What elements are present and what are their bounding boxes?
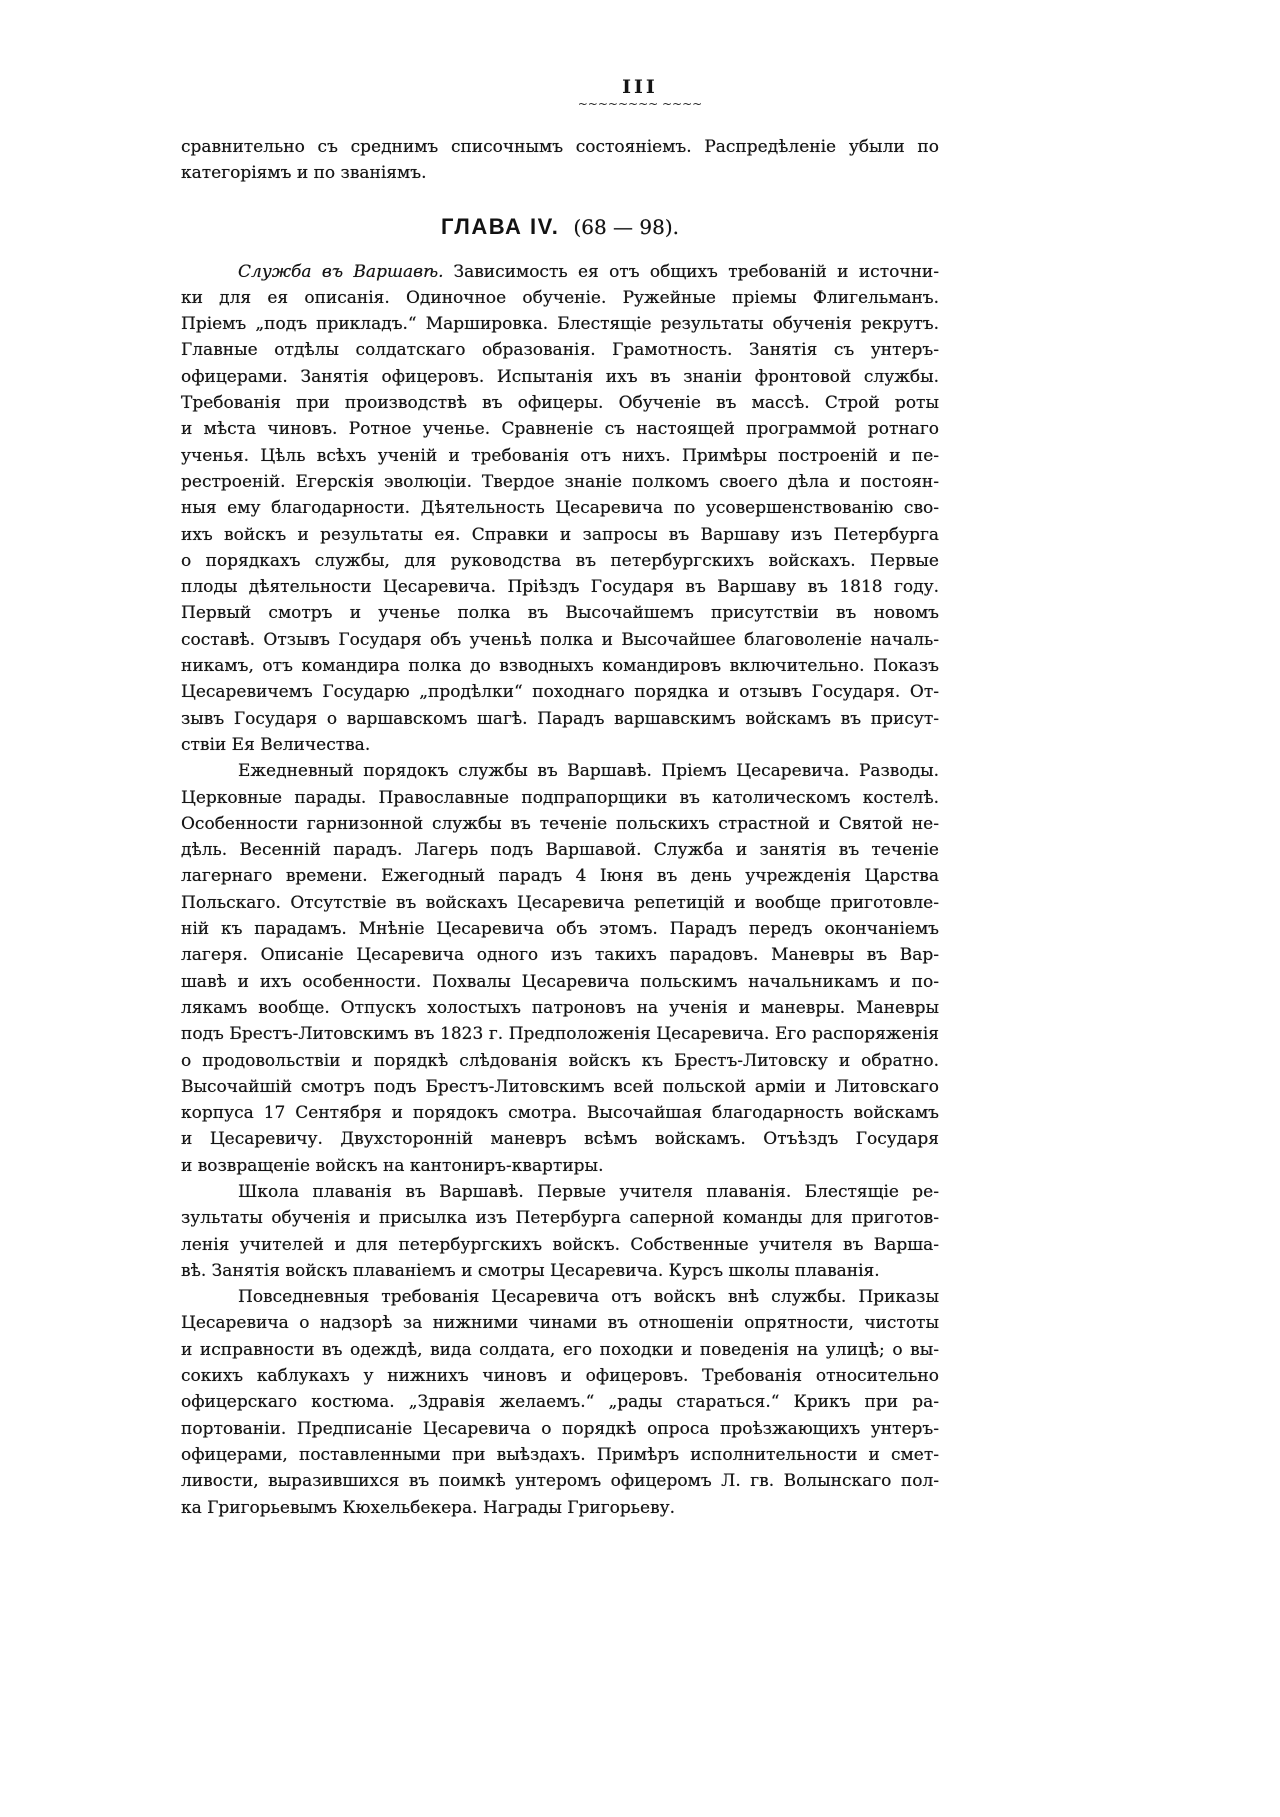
text-line: Церковные парады. Православные подпрапорщики въ католическомъ костелѣ. <box>181 787 939 808</box>
text-line: вѣ. Занятія войскъ плаваніемъ и смотры Цесаревича. Курсъ школы плаванія. <box>181 1260 880 1281</box>
text-line: ки для ея описанія. Одиночное обученіе. Ружейные пріемы Флигельманъ. <box>181 287 939 308</box>
text-line: о порядкахъ службы, для руководства въ петербургскихъ войскахъ. Первые <box>181 550 939 571</box>
text-line: о продовольствіи и порядкѣ слѣдованія войскъ къ Брестъ-Литовску и обратно. <box>181 1050 939 1071</box>
text-line: сравнительно съ среднимъ списочнымъ состояніемъ. Распредѣленіе убыли по <box>181 137 939 157</box>
ornament-divider: ~~~~~~~~ ~~~~ <box>577 97 703 111</box>
text-line: и возвращеніе войскъ на кантониръ-квартиры. <box>181 1155 604 1176</box>
text-line: Требованія при производствѣ въ офицеры. Обученіе въ массѣ. Строй роты <box>181 393 939 414</box>
text-line: портованіи. Предписаніе Цесаревича о порядкѣ опроса проѣзжающихъ унтеръ- <box>181 1418 939 1439</box>
text-line: ленія учителей и для петербургскихъ войскъ. Собственные учителя въ Варша- <box>181 1234 939 1255</box>
paragraph-lead-italic: Служба въ Варшавѣ. <box>238 261 444 282</box>
paragraph <box>181 1179 939 1284</box>
text-line: ихъ войскъ и результаты ея. Справки и запросы въ Варшаву изъ Петербурга <box>181 524 939 545</box>
text-line: зывъ Государя о варшавскомъ шагѣ. Парадъ варшавскимъ войскамъ въ присут- <box>181 708 939 729</box>
text-line: офицерскаго костюма. „Здравія желаемъ.“ „рады стараться.“ Крикъ при ра- <box>181 1392 939 1413</box>
text-line: корпуса 17 Сентября и порядокъ смотра. Высочайшая благодарность войскамъ <box>181 1103 939 1124</box>
text-line: офицерами, поставленными при выѣздахъ. Примѣръ исполнительности и смет- <box>181 1444 939 1465</box>
text-line: ныя ему благодарности. Дѣятельность Цесаревича по усовершенствованію сво- <box>181 498 939 519</box>
text-line: зультаты обученія и присылка изъ Петербурга саперной команды для приготов- <box>181 1208 939 1229</box>
text-line: Ежедневный порядокъ службы въ Варшавѣ. Пріемъ Цесаревича. Разводы. <box>238 761 939 782</box>
text-line: и мѣста чиновъ. Ротное ученье. Сравненіе съ настоящей программой ротнаго <box>181 419 939 440</box>
text-line: рестроеній. Егерскія эволюціи. Твердое знаніе полкомъ своего дѣла и постоян- <box>181 471 939 492</box>
chapter-heading <box>181 214 939 240</box>
text-line: ній къ парадамъ. Мнѣніе Цесаревича объ этомъ. Парадъ передъ окончаніемъ <box>181 919 939 940</box>
page-header <box>0 0 1280 109</box>
paragraph <box>181 758 939 1179</box>
text-line: Школа плаванія въ Варшавѣ. Первые учителя плаванія. Блестящіе ре- <box>238 1181 939 1202</box>
page-number: III <box>622 76 658 98</box>
continuation-paragraph <box>181 134 939 187</box>
text-line: Высочайшій смотръ подъ Брестъ-Литовскимъ всей польской арміи и Литовскаго <box>181 1076 939 1097</box>
text-line: Пріемъ „подъ прикладъ.“ Маршировка. Блестящіе результаты обученія рекрутъ. <box>181 314 939 335</box>
text-line: и исправности въ одеждѣ, вида солдата, его походки и поведенія на улицѣ; о вы- <box>181 1339 939 1360</box>
text-line: Главные отдѣлы солдатскаго образованія. Грамотность. Занятія съ унтеръ- <box>181 340 939 361</box>
text-line: дѣль. Весенній парадъ. Лагерь подъ Варшавой. Служба и занятія въ теченіе <box>181 840 939 861</box>
chapter-title: ГЛАВА IV. <box>441 213 560 239</box>
text-line: лагернаго времени. Ежегодный парадъ 4 Іюня въ день учрежденія Царства <box>181 866 939 887</box>
paragraph <box>181 1284 939 1521</box>
text-line: сокихъ каблукахъ у нижнихъ чиновъ и офицеровъ. Требованія относительно <box>181 1366 939 1387</box>
text-line: ствіи Ея Величества. <box>181 734 371 755</box>
text-line: категоріямъ и по званіямъ. <box>181 163 427 184</box>
text-column <box>181 134 939 1521</box>
text-line: Первый смотръ и ученье полка въ Высочайшемъ присутствіи въ новомъ <box>181 603 939 624</box>
text-line: плоды дѣятельности Цесаревича. Пріѣздъ Государя въ Варшаву въ 1818 году. <box>181 577 939 598</box>
text-line: лагеря. Описаніе Цесаревича одного изъ такихъ парадовъ. Маневры въ Вар- <box>181 945 939 966</box>
paragraph <box>181 259 939 759</box>
text-line: и Цесаревичу. Двухсторонній маневръ всѣмъ войскамъ. Отъѣздъ Государя <box>181 1129 939 1150</box>
chapter-summary <box>181 259 939 1521</box>
text-line: никамъ, отъ командира полка до взводныхъ командировъ включительно. Показъ <box>181 656 939 677</box>
text-line: ка Григорьевымъ Кюхельбекера. Награды Григорьеву. <box>181 1497 676 1518</box>
text-line: составѣ. Отзывъ Государя объ ученьѣ полка и Высочайшее благоволеніе началь- <box>181 629 939 650</box>
text-line: лякамъ вообще. Отпускъ холостыхъ патроновъ на ученія и маневры. Маневры <box>181 997 939 1018</box>
text-line: Цесаревичемъ Государю „продѣлки“ походнаго порядка и отзывъ Государя. От- <box>181 682 939 703</box>
text-line: Польскаго. Отсутствіе въ войскахъ Цесаревича репетицій и вообще приготовле- <box>181 892 939 913</box>
text-line: подъ Брестъ-Литовскимъ въ 1823 г. Предположенія Цесаревича. Его распоряженія <box>181 1024 939 1045</box>
text-line: Цесаревича о надзорѣ за нижними чинами въ отношеніи опрятности, чистоты <box>181 1313 939 1334</box>
text-line: Особенности гарнизонной службы въ теченіе польскихъ страстной и Святой не- <box>181 813 939 834</box>
chapter-page-range: (68 — 98). <box>573 214 679 239</box>
text-line: Служба въ Варшавѣ. Зависимость ея отъ общихъ требованій и источни- <box>238 261 939 282</box>
text-line: Повседневныя требованія Цесаревича отъ войскъ внѣ службы. Приказы <box>238 1287 939 1308</box>
text-line: шавѣ и ихъ особенности. Похвалы Цесаревича польскимъ начальникамъ и по- <box>181 971 939 992</box>
text-line: офицерами. Занятія офицеровъ. Испытанія ихъ въ знаніи фронтовой службы. <box>181 366 939 387</box>
text-line: ученья. Цѣль всѣхъ ученій и требованія отъ нихъ. Примѣры построеній и пе- <box>181 445 939 466</box>
text-line: ливости, выразившихся въ поимкѣ унтеромъ офицеромъ Л. гв. Волынскаго пол- <box>181 1471 939 1492</box>
